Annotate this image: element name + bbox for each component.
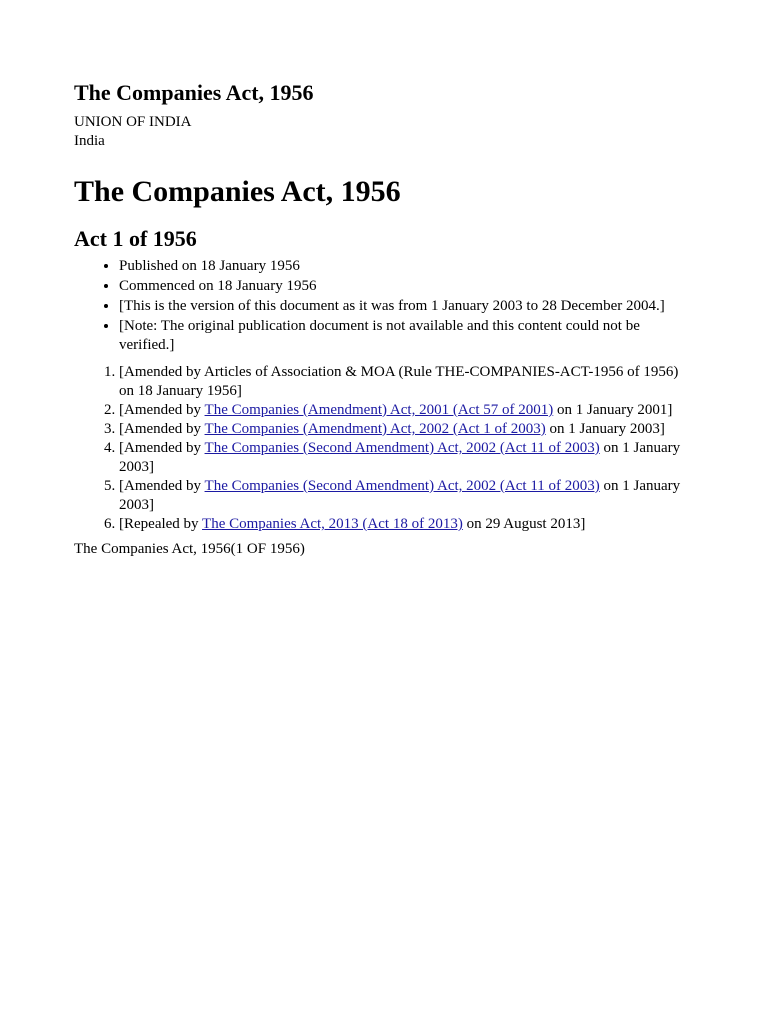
amendment-list	[74, 363, 694, 534]
info-commenced: • Commenced on 18 January 1956	[119, 277, 694, 296]
amendment-text: [Repealed by	[119, 516, 203, 532]
amendment-item	[119, 420, 694, 439]
amendment-date: on 1 January 2001]	[553, 402, 673, 418]
amendment-text: [Amended by	[119, 440, 205, 456]
amendment-link[interactable]: The Companies (Amendment) Act, 2002 (Act 1 of 2003)	[204, 421, 546, 437]
info-list	[74, 257, 694, 355]
amendment-link[interactable]: The Companies (Second Amendment) Act, 2002 (Act 11 of 2003)	[204, 440, 600, 456]
amendment-item	[119, 477, 694, 515]
amendment-date: on 1 January 2003]	[545, 421, 665, 437]
act-number-heading: Act 1 of 1956	[74, 226, 197, 251]
document-header-title: The Companies Act, 1956	[74, 80, 314, 105]
amendment-date: on 1 January 2003]	[119, 440, 681, 475]
act-citation: The Companies Act, 1956(1 OF 1956)	[74, 541, 305, 557]
amendment-item	[119, 363, 694, 401]
amendment-text: [Amended by	[119, 402, 205, 418]
amendment-item	[119, 439, 694, 477]
info-version-note: • [This is the version of this document as it was from 1 January 2003 to 28 December 2004.]	[119, 297, 694, 316]
amendment-date: on 29 August 2013]	[462, 516, 586, 532]
amendment-link[interactable]: The Companies (Second Amendment) Act, 2002 (Act 11 of 2003)	[204, 478, 600, 494]
amendment-text: [Amended by	[119, 478, 205, 494]
amendment-item	[119, 401, 694, 420]
amendment-text: [Amended by Articles of Association & MOA (Rule THE-COMPANIES-ACT-1956 of 1956) on 18 January 1956]	[119, 364, 679, 399]
info-verification-note: • [Note: The original publication document is not available and this content could not be verified.]	[119, 317, 694, 355]
repeal-link[interactable]: The Companies Act, 2013 (Act 18 of 2013)	[202, 516, 463, 532]
country-label: India	[74, 133, 105, 149]
amendment-date: on 1 January 2003]	[119, 478, 681, 513]
amendment-item	[119, 515, 694, 534]
jurisdiction-label: UNION OF INDIA	[74, 114, 192, 130]
page-title: The Companies Act, 1956	[74, 175, 401, 208]
amendment-link[interactable]: The Companies (Amendment) Act, 2001 (Act 57 of 2001)	[204, 402, 554, 418]
info-published: • Published on 18 January 1956	[119, 257, 694, 276]
amendment-text: [Amended by	[119, 421, 205, 437]
